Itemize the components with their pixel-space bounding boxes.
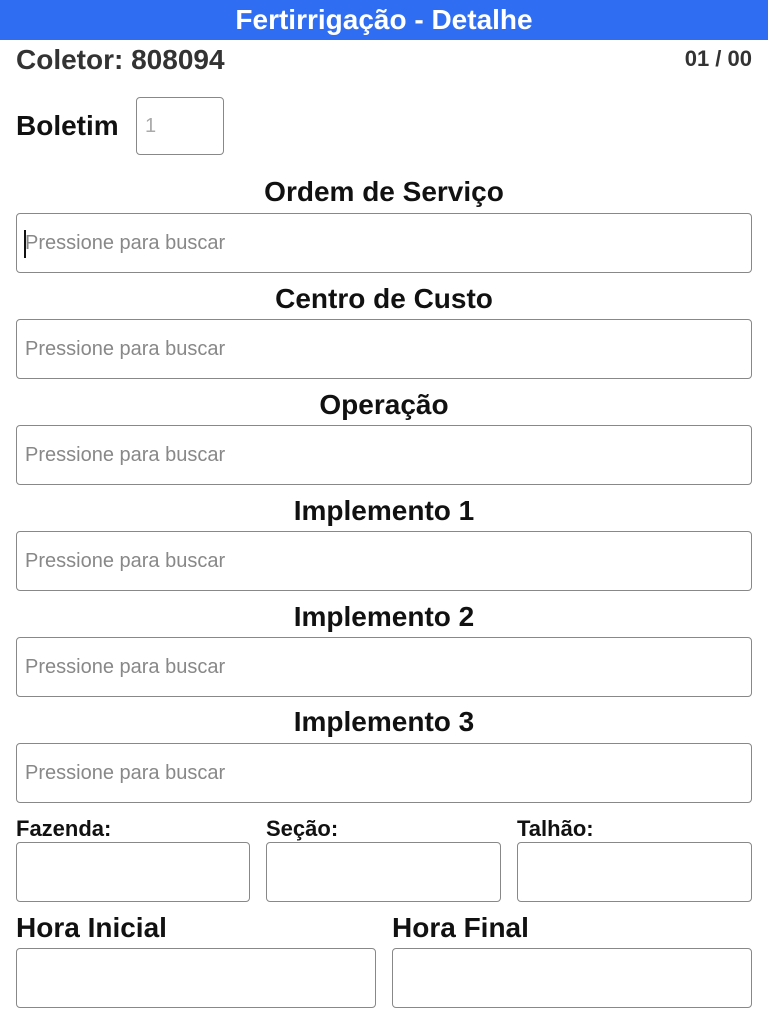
boletim-label: Boletim (16, 110, 119, 141)
implemento-3-input[interactable] (16, 743, 752, 803)
secao-input[interactable] (266, 842, 501, 902)
text-cursor (24, 230, 26, 258)
coletor-label: Coletor: 808094 (16, 44, 225, 75)
boletim-input[interactable] (136, 97, 224, 155)
title-bar (0, 0, 768, 40)
hora-inicial-input[interactable] (16, 948, 376, 1008)
operacao-input[interactable] (16, 425, 752, 485)
hora-inicial-label: Hora Inicial (16, 912, 167, 943)
implemento-2-label: Implemento 2 (293, 601, 475, 632)
fazenda-label: Fazenda: (16, 816, 112, 841)
centro-custo-label: Centro de Custo (275, 283, 493, 314)
hora-final-label: Hora Final (392, 912, 529, 943)
fazenda-input[interactable] (16, 842, 250, 902)
ordem-servico-input[interactable] (16, 213, 752, 273)
page-title: Fertirrigação - Detalhe (235, 4, 533, 35)
hora-final-input[interactable] (392, 948, 752, 1008)
operacao-label: Operação (319, 389, 449, 420)
centro-custo-input[interactable] (16, 319, 752, 379)
implemento-3-label: Implemento 3 (293, 706, 475, 737)
ordem-servico-label: Ordem de Serviço (264, 176, 504, 207)
talhao-input[interactable] (517, 842, 752, 902)
implemento-2-input[interactable] (16, 637, 752, 697)
page-counter: 01 / 00 (684, 46, 752, 71)
secao-label: Seção: (266, 816, 339, 841)
implemento-1-label: Implemento 1 (293, 495, 475, 526)
implemento-1-input[interactable] (16, 531, 752, 591)
talhao-label: Talhão: (517, 816, 594, 841)
